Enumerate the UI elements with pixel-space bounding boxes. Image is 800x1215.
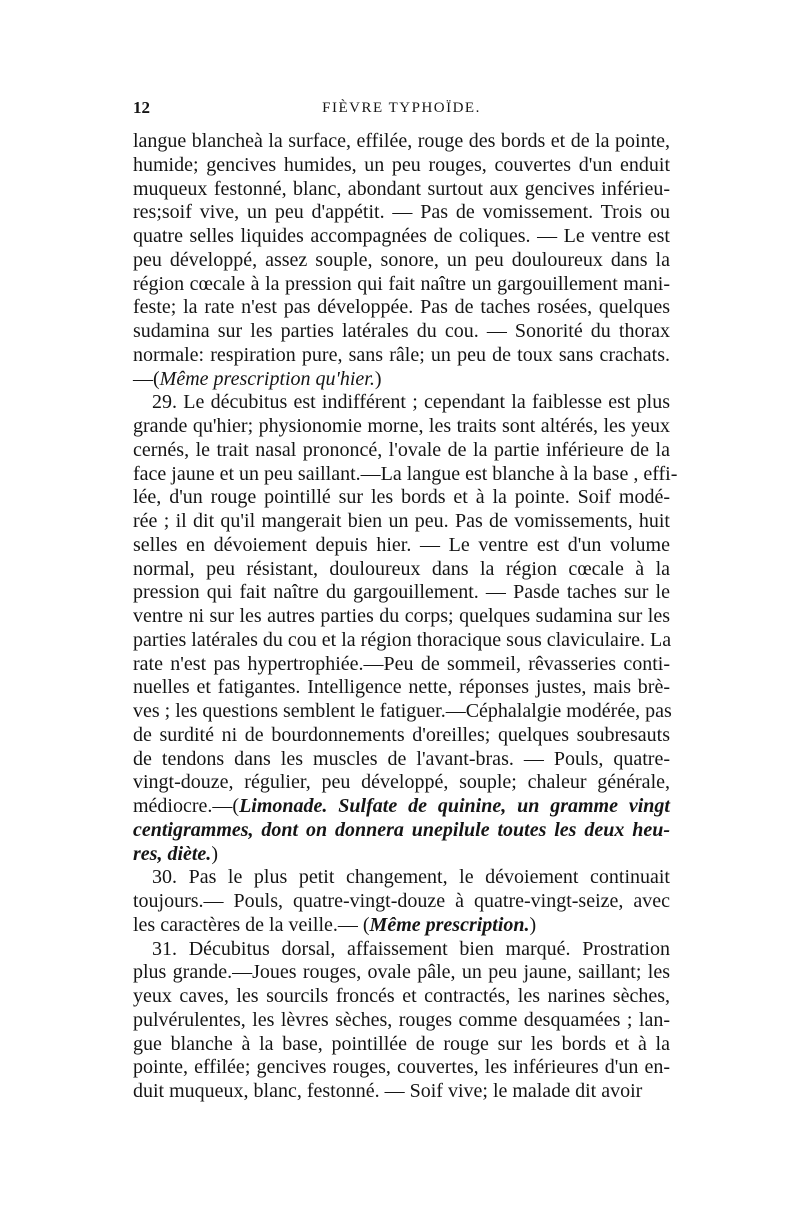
text-line	[133, 1056, 670, 1080]
text-segment: Même prescription.	[369, 913, 530, 936]
text-line	[133, 629, 670, 653]
text-segment: res, diète.	[133, 842, 212, 865]
text-line	[133, 558, 670, 582]
text-segment: région cœcale à la pression qui fait naître un gargouillement mani-	[133, 272, 670, 295]
text-line	[133, 866, 670, 890]
paragraph	[133, 391, 678, 866]
text-segment: ves ; les questions semblent le fatiguer.—Céphalalgie modérée, pas	[133, 700, 672, 722]
paragraph	[133, 130, 670, 391]
text-line	[133, 985, 670, 1009]
text-segment: peu développé, assez souple, sonore, un peu douloureux dans la	[133, 248, 670, 271]
text-segment: nuelles et fatigantes. Intelligence nette, réponses justes, mais brè-	[133, 676, 670, 699]
text-line	[133, 320, 670, 344]
text-line	[133, 843, 670, 867]
text-segment: lée, d'un rouge pointillé sur les bords et à la pointe. Soif modé-	[133, 486, 670, 509]
text-line	[133, 653, 670, 677]
text-segment: normal, peu résistant, douloureux dans la région cœcale à la	[133, 557, 670, 580]
text-line	[133, 938, 670, 962]
text-line	[133, 368, 670, 392]
text-line	[133, 486, 670, 510]
text-line	[133, 700, 670, 724]
text-segment: 31. Décubitus dorsal, affaissement bien marqué. Prostration	[152, 937, 670, 960]
text-line	[133, 795, 670, 819]
text-line	[133, 534, 670, 558]
text-line	[133, 415, 670, 439]
running-title: FIÈVRE TYPHOÏDE.	[322, 100, 481, 116]
page-header	[133, 96, 670, 120]
text-segment: rate n'est pas hypertrophiée.—Peu de sommeil, rêvasseries conti-	[133, 652, 670, 675]
text-line	[133, 914, 670, 938]
text-line	[133, 439, 670, 463]
text-line	[133, 154, 670, 178]
text-line	[133, 344, 670, 368]
text-line	[133, 130, 670, 154]
text-line	[133, 771, 670, 795]
text-segment: toujours.— Pouls, quatre-vingt-douze à quatre-vingt-seize, avec	[133, 890, 670, 912]
text-segment: Limonade. Sulfate de quinine, un gramme vingt	[239, 795, 670, 817]
text-segment: feste; la rate n'est pas développée. Pas de taches rosées, quelques	[133, 296, 670, 319]
text-segment: gue blanche à la base, pointillée de rouge sur les bords et à la	[133, 1032, 670, 1055]
text-line	[133, 676, 670, 700]
text-segment: grande qu'hier; physionomie morne, les traits sont altérés, les yeux	[133, 415, 670, 437]
page-number: 12	[133, 98, 150, 117]
text-line	[133, 890, 670, 914]
text-segment: Même prescription qu'hier.	[159, 367, 375, 390]
text-segment: duit muqueux, blanc, festonné. — Soif vive; le malade dit avoir	[133, 1080, 643, 1102]
text-line	[133, 462, 678, 487]
text-segment: —(	[133, 367, 160, 390]
text-line	[133, 748, 670, 772]
text-segment: yeux caves, les sourcils froncés et contractés, les narines sèches,	[133, 985, 670, 1007]
text-segment: humide; gencives humides, un peu rouges, couvertes d'un enduit	[133, 153, 670, 176]
text-segment: muqueux festonné, blanc, abondant surtout aux gencives inférieu-	[133, 177, 670, 200]
text-segment: plus grande.—Joues rouges, ovale pâle, un peu jaune, saillant; les	[133, 961, 670, 984]
text-segment: sudamina sur les parties latérales du cou. — Sonorité du thorax	[133, 320, 670, 342]
text-line	[133, 296, 670, 320]
text-segment: selles en dévoiement depuis hier. — Le ventre est d'un volume	[133, 533, 670, 556]
text-segment: de surdité ni de bourdonnements d'oreilles; quelques soubresauts	[133, 723, 670, 746]
text-line	[133, 605, 670, 629]
text-segment: quatre selles liquides accompagnées de coliques. — Le ventre est	[133, 225, 670, 247]
text-line	[133, 391, 670, 415]
text-line	[133, 961, 670, 985]
text-line	[133, 1009, 670, 1033]
text-segment: face jaune et un peu saillant.—La langue est blanche à la base , effi-	[133, 462, 678, 485]
text-segment: médiocre.—(	[133, 795, 240, 817]
text-segment: pression qui fait naître du gargouillement. — Pasde taches sur le	[133, 581, 670, 604]
text-segment: 29. Le décubitus est indifférent ; cependant la faiblesse est plus	[152, 391, 670, 414]
text-segment: )	[211, 842, 218, 865]
text-segment: rée ; il dit qu'il mangerait bien un peu. Pas de vomissements, huit	[133, 510, 670, 532]
text-segment: )	[374, 367, 382, 390]
text-segment: pointe, effilée; gencives rouges, couvertes, les inférieures d'un en-	[133, 1056, 670, 1079]
paragraph	[133, 938, 670, 1104]
text-line	[133, 724, 670, 748]
text-line	[133, 201, 670, 225]
text-segment: ventre ni sur les autres parties du corps; quelques sudamina sur les	[133, 605, 670, 627]
body-text	[133, 130, 678, 1104]
text-segment: pulvérulentes, les lèvres sèches, rouges comme desquamées ; lan-	[133, 1008, 670, 1031]
text-line	[133, 273, 670, 297]
text-segment: )	[529, 913, 537, 936]
text-segment: res;soif vive, un peu d'appétit. — Pas de vomissement. Trois ou	[133, 201, 670, 224]
text-segment: langue blancheà la surface, effilée, rouge des bords et de la pointe,	[133, 130, 670, 152]
text-line	[133, 1080, 670, 1104]
text-segment: centigrammes, dont on donnera unepilule toutes les deux heu-	[133, 818, 670, 841]
text-segment: 30. Pas le plus petit changement, le dévoiement continuait	[152, 866, 670, 889]
text-line	[133, 581, 670, 605]
text-segment: parties latérales du cou et la région thoracique sous claviculaire. La	[133, 628, 672, 651]
text-line	[133, 510, 670, 534]
text-segment: vingt-douze, régulier, peu développé, souple; chaleur générale,	[133, 771, 670, 794]
text-line	[133, 249, 670, 273]
text-line	[133, 819, 670, 843]
text-segment: de tendons dans les muscles de l'avant-bras. — Pouls, quatre-	[133, 747, 670, 770]
text-segment: les caractères de la veille.— (	[133, 913, 370, 936]
text-segment: normale: respiration pure, sans râle; un peu de toux sans crachats.	[133, 343, 670, 366]
text-segment: cernés, le trait nasal prononcé, l'ovale de la partie inférieure de la	[133, 438, 670, 461]
text-line	[133, 1033, 670, 1057]
paragraph	[133, 866, 670, 937]
text-line	[133, 225, 670, 249]
text-line	[133, 178, 670, 202]
